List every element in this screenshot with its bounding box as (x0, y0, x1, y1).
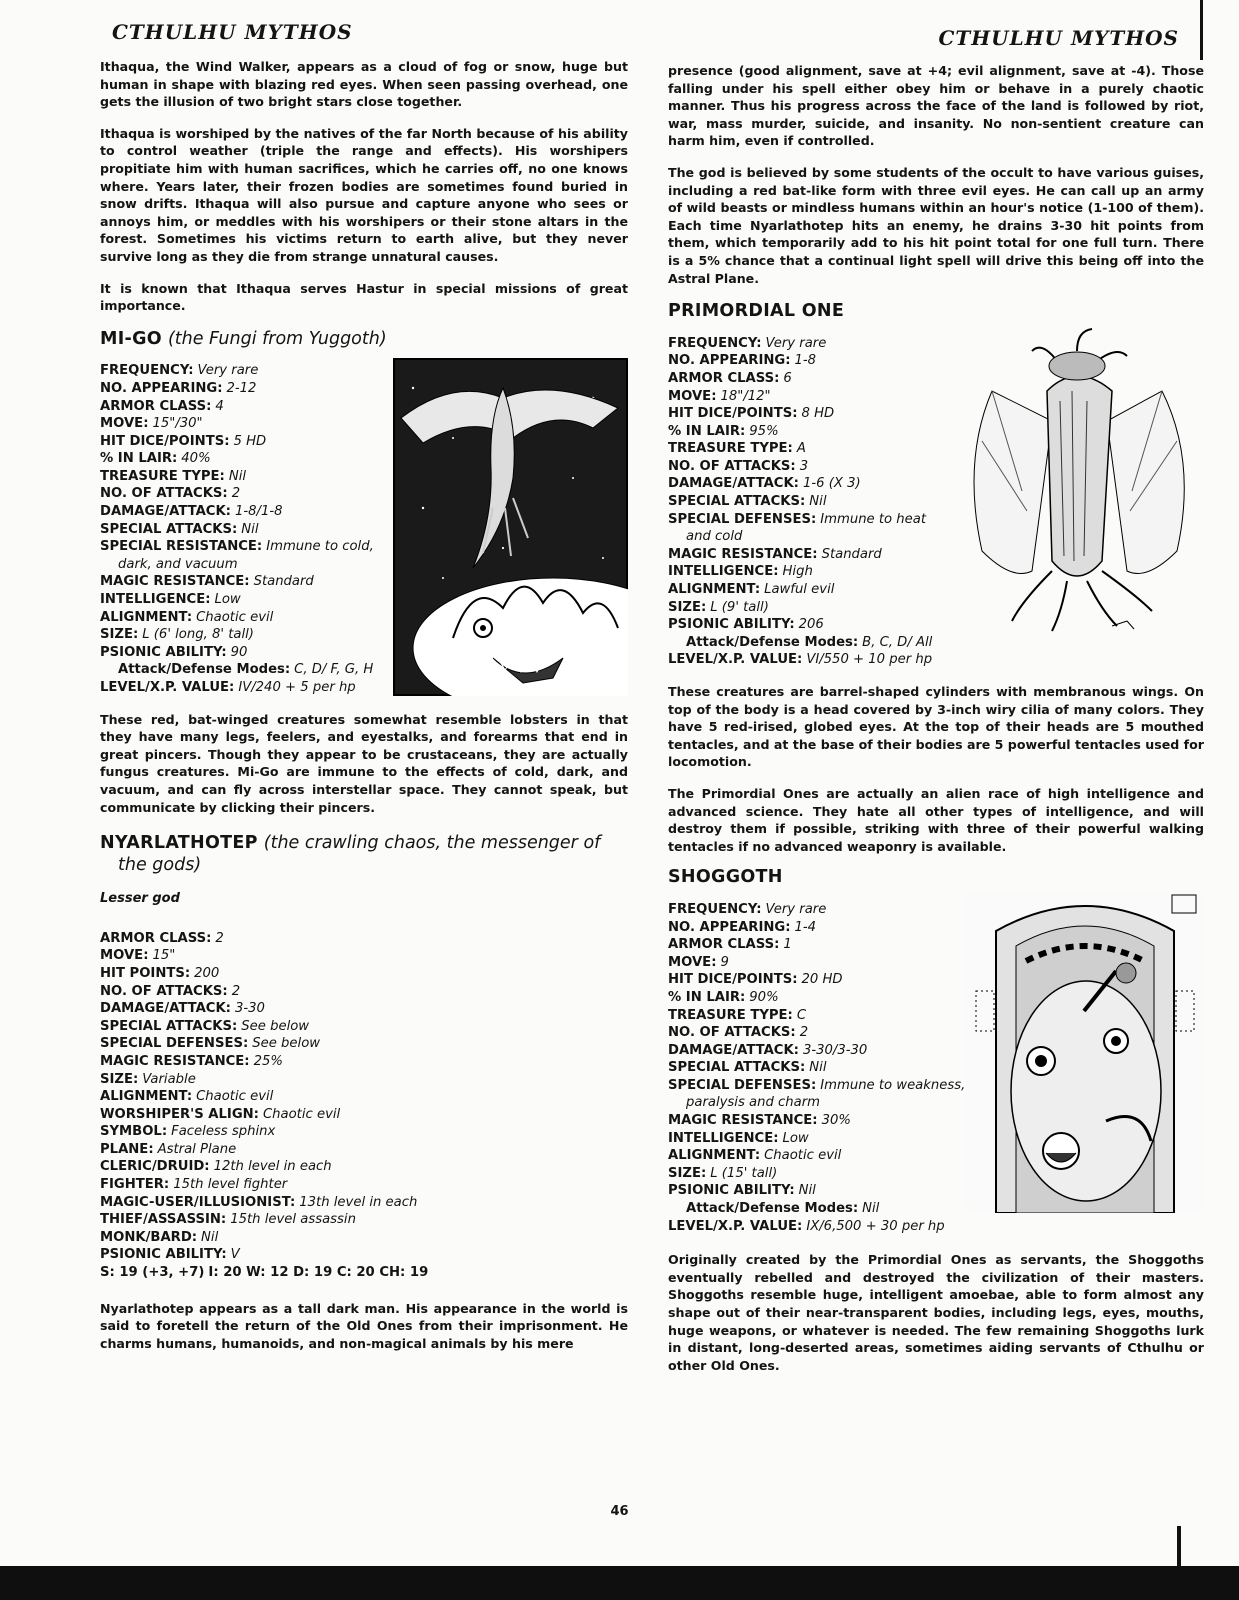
stat-label: SPECIAL DEFENSES: (668, 511, 817, 527)
stat-line (668, 563, 952, 581)
stat-line (100, 362, 393, 380)
stat-value: 25% (253, 1053, 283, 1069)
stat-value: 1-4 (794, 919, 817, 935)
stat-label: SPECIAL DEFENSES: (668, 1077, 817, 1093)
stat-line (100, 930, 628, 948)
stat-value: 2-12 (226, 380, 257, 396)
nyarlathotep-description: Nyarlathotep appears as a tall dark man. His appearance in the world is said to foretell the return of the Old Ones from their imprisonment. He charms humans, humanoids, and non-magical animals by his mere (100, 1300, 628, 1351)
nyarlathotep-rank: Lesser god (100, 891, 180, 907)
stat-label: WORSHIPER'S ALIGN: (100, 1106, 259, 1122)
stat-value: 30% (821, 1113, 851, 1129)
migo-description: These red, bat-winged creatures somewhat resemble lobsters in that they have many legs, feelers, and eyestalks, and forearms that end in great pincers. Though they appear to be crustaceans, they are actually fungus creatures. Mi-Go are immune to the effects of cold, dark, and vacuum, and can fly across interstellar space. They cannot speak, but communicate by clicking their pincers. (100, 711, 628, 815)
stat-value: 200 (194, 965, 220, 981)
stat-label: TREASURE TYPE: (668, 1007, 793, 1023)
stat-line (668, 1042, 966, 1060)
stat-value: 1-8/1-8 (234, 504, 283, 520)
stat-value: Nil (228, 468, 247, 484)
stat-value: 8 HD (801, 406, 835, 422)
stat-value: Immune to cold, dark, and vacuum (118, 539, 374, 572)
stat-label: FREQUENCY: (668, 335, 762, 351)
stat-value: L (6' long, 8' tall) (142, 627, 254, 643)
stat-label: LEVEL/X.P. VALUE: (100, 680, 235, 695)
shoggoth-title: SHOGGOTH (668, 867, 783, 888)
stat-label: MAGIC-USER/ILLUSIONIST: (100, 1194, 296, 1210)
stat-line (668, 1112, 966, 1130)
stat-label: DAMAGE/ATTACK: (668, 476, 799, 492)
stat-label: PSIONIC ABILITY: (668, 1183, 795, 1199)
stat-value: 2 (231, 486, 241, 502)
stat-value: Nil (809, 1060, 827, 1076)
primordial-illustration (952, 321, 1204, 641)
migo-subtitle: (the Fungi from Yuggoth) (167, 328, 387, 349)
nyarlathotep-subtitle: (the crawling chaos, the messenger of the gods) (118, 833, 601, 876)
stat-line (100, 1176, 628, 1194)
stat-label: HIT POINTS: (100, 965, 191, 981)
stat-label: SPECIAL DEFENSES: (100, 1036, 249, 1052)
stat-value: Standard (821, 546, 882, 562)
stat-label: NO. OF ATTACKS: (668, 458, 796, 474)
stat-value: 206 (798, 617, 824, 633)
stat-label: NO. OF ATTACKS: (100, 486, 228, 502)
stat-label: NO. APPEARING: (668, 353, 791, 369)
stat-label: INTELLIGENCE: (668, 564, 779, 580)
stat-value: Standard (253, 574, 314, 590)
migo-title: MI-GO (100, 328, 162, 349)
stat-label: LEVEL/X.P. VALUE: (668, 1218, 803, 1234)
stat-value: 2 (231, 983, 241, 999)
stat-line (668, 1165, 966, 1183)
stat-label: SPECIAL RESISTANCE: (100, 539, 263, 555)
stat-line (668, 1059, 966, 1077)
stat-label: PSIONIC ABILITY: (100, 644, 227, 660)
shoggoth-description: Originally created by the Primordial Ones as servants, the Shoggoths eventually rebelled and destroyed the civilization of their masters. Shoggoths resemble huge, intelligent amoebae, able to form almost any shape out of their near-transparent bodies, including legs, eyes, mouths, huge weapons, or whatever is needed. The few remaining Shoggoths lurk in distant, long-deserted areas, sometimes aiding servants of Cthulhu or other Old Ones. (668, 1252, 1204, 1373)
stat-line (668, 423, 952, 441)
stat-label: MOVE: (668, 388, 717, 404)
stat-label: FREQUENCY: (100, 363, 194, 379)
stat-label: SPECIAL ATTACKS: (100, 1018, 238, 1034)
stat-label: CLERIC/DRUID: (100, 1159, 210, 1175)
stat-label: Attack/Defense Modes: (118, 662, 291, 678)
stat-value: 15th level fighter (173, 1177, 288, 1193)
stat-line (100, 965, 628, 983)
shoggoth-stat-block (668, 901, 966, 1235)
stat-value: Chaotic evil (196, 609, 274, 625)
stat-line (100, 609, 393, 627)
nyarlathotep-stat-block (100, 930, 628, 1282)
stat-line (100, 1141, 628, 1159)
stat-label: FIGHTER: (100, 1177, 170, 1193)
stat-label: MOVE: (100, 948, 149, 964)
stat-label: SPECIAL ATTACKS: (668, 1060, 806, 1076)
nyarlathotep-continued-paragraph: The god is believed by some students of the occult to have various guises, including a red bat-like form with three evil eyes. He can call up an army of wild beasts or mindless humans within an hour's notice (1-100 of them). Each time Nyarlathotep hits an enemy, he drains 3-30 hit points from them, which temporarily add to his hit point total for one full turn. There is a 5% chance that a continual light spell will drive this being off into the Astral Plane. (668, 164, 1204, 286)
stat-value: IX/6,500 + 30 per hp (806, 1218, 945, 1234)
stat-value: Nil (809, 494, 827, 510)
stat-value: Chaotic evil (764, 1148, 842, 1164)
stat-value: Chaotic evil (196, 1089, 274, 1105)
stat-label: % IN LAIR: (668, 423, 746, 439)
stat-value: High (782, 564, 813, 580)
stat-line (100, 433, 393, 451)
stat-value: Low (214, 592, 241, 608)
stat-line (668, 989, 966, 1007)
stat-line (100, 485, 393, 503)
stat-label: % IN LAIR: (668, 989, 746, 1005)
stat-value: 15" (152, 948, 176, 964)
stat-line (668, 1007, 966, 1025)
stat-value: 2 (799, 1025, 809, 1041)
stat-value: 15th level assassin (230, 1212, 356, 1228)
stat-label: NO. APPEARING: (100, 380, 223, 396)
stat-label: TREASURE TYPE: (668, 441, 793, 457)
stat-line (100, 468, 393, 486)
stat-label: ARMOR CLASS: (100, 930, 212, 946)
stat-value: V (230, 1247, 240, 1263)
stat-label: NO. APPEARING: (668, 919, 791, 935)
stat-line (668, 546, 952, 564)
stat-value: Chaotic evil (262, 1106, 341, 1122)
stat-label: DAMAGE/ATTACK: (100, 504, 231, 520)
stat-label: SIZE: (668, 1165, 707, 1181)
stat-value: Nil (201, 1229, 219, 1245)
stat-line (100, 947, 628, 965)
stat-line (668, 616, 952, 634)
stat-value: C (796, 1007, 807, 1023)
stat-value: Very rare (765, 335, 827, 351)
stat-line (668, 1218, 966, 1236)
running-header-right: CTHULHU MYTHOS (938, 26, 1179, 50)
stat-line (668, 971, 966, 989)
stat-value: Lawful evil (764, 582, 835, 598)
stat-value: 90 (230, 644, 248, 660)
stat-line (100, 538, 393, 573)
stat-value: 3-30/3-30 (802, 1042, 868, 1058)
stat-label: SIZE: (100, 627, 139, 643)
stat-line (668, 511, 952, 546)
stat-label: MONK/BARD: (100, 1229, 198, 1245)
migo-illustration (393, 358, 628, 696)
shoggoth-illustration (966, 891, 1204, 1213)
stat-line (668, 634, 952, 652)
stat-line (100, 1194, 628, 1212)
stat-line (668, 475, 952, 493)
stat-label: Attack/Defense Modes: (686, 1201, 859, 1217)
stat-value: 15"/30" (152, 416, 203, 432)
stat-label: SPECIAL ATTACKS: (668, 494, 806, 510)
stat-line (100, 1264, 628, 1282)
migo-section (100, 328, 628, 816)
stat-value: Immune to weakness, paralysis and charm (686, 1077, 966, 1111)
stat-line (668, 1200, 966, 1218)
stat-label: MAGIC RESISTANCE: (668, 1113, 818, 1129)
primordial-stat-block (668, 335, 952, 669)
running-header-left: CTHULHU MYTHOS (112, 20, 353, 44)
right-column (668, 62, 1204, 1388)
stat-label: Attack/Defense Modes: (686, 634, 859, 650)
stat-value: VI/550 + 10 per hp (806, 652, 933, 668)
stat-label: MAGIC RESISTANCE: (100, 1053, 250, 1069)
stat-line (668, 458, 952, 476)
stat-label: INTELLIGENCE: (668, 1130, 779, 1146)
stat-line (100, 1053, 628, 1071)
stat-value: Faceless sphinx (171, 1124, 276, 1140)
primordial-section (668, 303, 1204, 855)
stat-line (100, 591, 393, 609)
stat-line (668, 1130, 966, 1148)
stat-value: Nil (241, 521, 259, 537)
stat-value: B, C, D/ All (862, 634, 933, 650)
stat-line (668, 1024, 966, 1042)
stat-line (100, 503, 393, 521)
stat-value: Variable (142, 1071, 196, 1087)
stat-line (100, 1071, 628, 1089)
migo-stat-block (100, 362, 393, 696)
stat-line (668, 599, 952, 617)
nyarlathotep-continued-paragraph: presence (good alignment, save at +4; evil alignment, save at -4). Those falling under his spell either obey him or behave in a purely chaotic manner. Thus his progress across the face of the land is followed by riot, war, mass murder, suicide, and insanity. No non-sentient creature can harm him, even if controlled. (668, 63, 1204, 149)
stat-label: % IN LAIR: (100, 451, 178, 467)
stat-label: SYMBOL: (100, 1124, 168, 1140)
stat-value: A (796, 441, 806, 457)
stat-value: 18"/12" (720, 388, 771, 404)
stat-label: ARMOR CLASS: (100, 398, 212, 414)
stat-value: Nil (862, 1201, 880, 1217)
stat-line (100, 398, 393, 416)
stat-label: PSIONIC ABILITY: (668, 617, 795, 633)
stat-value: Low (782, 1130, 809, 1146)
scan-edge-mark (1200, 0, 1203, 60)
shoggoth-section (668, 869, 1204, 1374)
migo-heading (100, 328, 628, 349)
stat-value: 2 (215, 930, 224, 946)
stat-value: 1-6 (X 3) (802, 476, 861, 492)
stat-line (668, 493, 952, 511)
stat-label: TREASURE TYPE: (100, 468, 225, 484)
stat-line (668, 370, 952, 388)
stat-label: SIZE: (668, 599, 707, 615)
stat-value: See below (241, 1018, 310, 1034)
stat-line (100, 644, 393, 662)
stat-label: HIT DICE/POINTS: (100, 433, 230, 449)
stat-label: NO. OF ATTACKS: (668, 1025, 796, 1041)
ithaqua-paragraph: Ithaqua is worshiped by the natives of the far North because of his ability to control weather (triple the range and effects). His worshipers propitiate him with human sacrifices, which he carries off, no one knows where. Years later, their frozen bodies are sometimes found buried in snow drifts. Ithaqua will also pursue and capture anyone who sees or annoys him, or meddles with his worshipers or their stone altars in the forest. Sometimes his victims return to earth alive, but they never survive long as they die from strange unnatural causes. (100, 125, 628, 264)
stat-value: 1 (783, 937, 792, 953)
stat-line (100, 1106, 628, 1124)
stat-line (100, 1000, 628, 1018)
ithaqua-paragraph: It is known that Ithaqua serves Hastur in special missions of great importance. (100, 280, 628, 314)
primordial-title: PRIMORDIAL ONE (668, 301, 845, 322)
stat-value: 12th level in each (213, 1159, 332, 1175)
nyarlathotep-section (100, 832, 628, 1352)
stat-value: 5 HD (233, 433, 267, 449)
stat-line (668, 651, 952, 669)
stat-label: MOVE: (100, 416, 149, 432)
stat-value: 3 (799, 458, 809, 474)
stat-line (100, 1123, 628, 1141)
stat-label: FREQUENCY: (668, 901, 762, 917)
stat-label: SPECIAL ATTACKS: (100, 521, 238, 537)
stat-value: 1-8 (794, 353, 817, 369)
stat-label: HIT DICE/POINTS: (668, 972, 798, 988)
stat-label: ALIGNMENT: (100, 1089, 193, 1105)
stat-line (100, 380, 393, 398)
stat-line (668, 1147, 966, 1165)
stat-line (100, 1158, 628, 1176)
stat-line (100, 1018, 628, 1036)
stat-label: INTELLIGENCE: (100, 592, 211, 608)
stat-line (100, 1229, 628, 1247)
stat-line (668, 581, 952, 599)
stat-line (668, 919, 966, 937)
stat-label: ALIGNMENT: (100, 609, 193, 625)
stat-value: C, D/ F, G, H (294, 662, 374, 678)
stat-line (668, 901, 966, 919)
stat-label: PSIONIC ABILITY: (100, 1247, 227, 1263)
ithaqua-paragraph: Ithaqua, the Wind Walker, appears as a cloud of fog or snow, huge but human in shape with blazing red eyes. When seen passing overhead, one gets the illusion of two bright stars close together. (100, 59, 628, 110)
stat-value: Very rare (765, 901, 827, 917)
stat-line (100, 1211, 628, 1229)
stat-label: MAGIC RESISTANCE: (668, 546, 818, 562)
stat-line (100, 1246, 628, 1264)
stat-label: DAMAGE/ATTACK: (100, 1001, 231, 1017)
stat-label: NO. OF ATTACKS: (100, 983, 228, 999)
stat-value: 95% (749, 423, 779, 439)
stat-label: ALIGNMENT: (668, 582, 761, 598)
stat-value: 20 HD (801, 972, 843, 988)
page-number: 46 (610, 1504, 629, 1519)
stat-label: THIEF/ASSASSIN: (100, 1212, 227, 1228)
stat-line (100, 1035, 628, 1053)
stat-label: S: 19 (+3, +7) (100, 1265, 205, 1281)
stat-line (668, 1077, 966, 1112)
stat-value: 90% (749, 989, 779, 1005)
stat-value: See below (252, 1036, 321, 1052)
stat-line (100, 626, 393, 644)
stat-label: ARMOR CLASS: (668, 370, 780, 386)
stat-value: Very rare (197, 363, 259, 379)
stat-label: LEVEL/X.P. VALUE: (668, 652, 803, 668)
stat-value: I: 20 W: 12 D: 19 C: 20 CH: 19 (208, 1265, 429, 1281)
stat-line (668, 440, 952, 458)
stat-value: 6 (783, 370, 792, 386)
stat-line (668, 954, 966, 972)
stat-line (100, 661, 393, 679)
stat-value: Immune to heat and cold (686, 511, 927, 545)
stat-label: ARMOR CLASS: (668, 937, 780, 953)
stat-line (100, 983, 628, 1001)
stat-line (100, 679, 393, 697)
stat-line (668, 388, 952, 406)
left-column (100, 58, 628, 1366)
stat-value: 13th level in each (299, 1194, 418, 1210)
stat-value: 4 (215, 398, 224, 414)
scan-bottom-edge (0, 1566, 1239, 1600)
stat-line (668, 1182, 966, 1200)
stat-value: IV/240 + 5 per hp (238, 680, 356, 695)
stat-value: Astral Plane (157, 1141, 237, 1157)
stat-line (100, 450, 393, 468)
stat-line (100, 1088, 628, 1106)
stat-label: MAGIC RESISTANCE: (100, 574, 250, 590)
primordial-description: The Primordial Ones are actually an alien race of high intelligence and advanced science. They hate all other types of intelligence, and will destroy them if possible, striking with three of their powerful walking tentacles if no advanced weaponry is available. (668, 785, 1204, 854)
stat-value: 40% (181, 451, 211, 467)
stat-line (668, 335, 952, 353)
stat-line (668, 405, 952, 423)
stat-label: SIZE: (100, 1071, 139, 1087)
stat-line (100, 415, 393, 433)
nyarlathotep-heading (100, 832, 628, 876)
stat-value: L (9' tall) (710, 599, 769, 615)
stat-label: HIT DICE/POINTS: (668, 406, 798, 422)
nyarlathotep-title: NYARLATHOTEP (100, 833, 258, 854)
stat-label: MOVE: (668, 954, 717, 970)
stat-line (100, 521, 393, 539)
stat-label: PLANE: (100, 1141, 154, 1157)
stat-value: 3-30 (234, 1001, 265, 1017)
primordial-description: These creatures are barrel-shaped cylinders with membranous wings. On top of the body is a head covered by 3-inch wiry cilia of many colors. They have 5 red-irised, globed eyes. At the top of their heads are 5 mouthed tentacles, and at the base of their bodies are 5 powerful tentacles used for locomotion. (668, 684, 1204, 770)
stat-value: Nil (798, 1183, 816, 1199)
stat-line (100, 573, 393, 591)
stat-label: DAMAGE/ATTACK: (668, 1042, 799, 1058)
stat-line (668, 936, 966, 954)
stat-value: L (15' tall) (710, 1165, 778, 1181)
stat-value: 9 (720, 954, 729, 970)
stat-line (668, 352, 952, 370)
stat-label: ALIGNMENT: (668, 1148, 761, 1164)
